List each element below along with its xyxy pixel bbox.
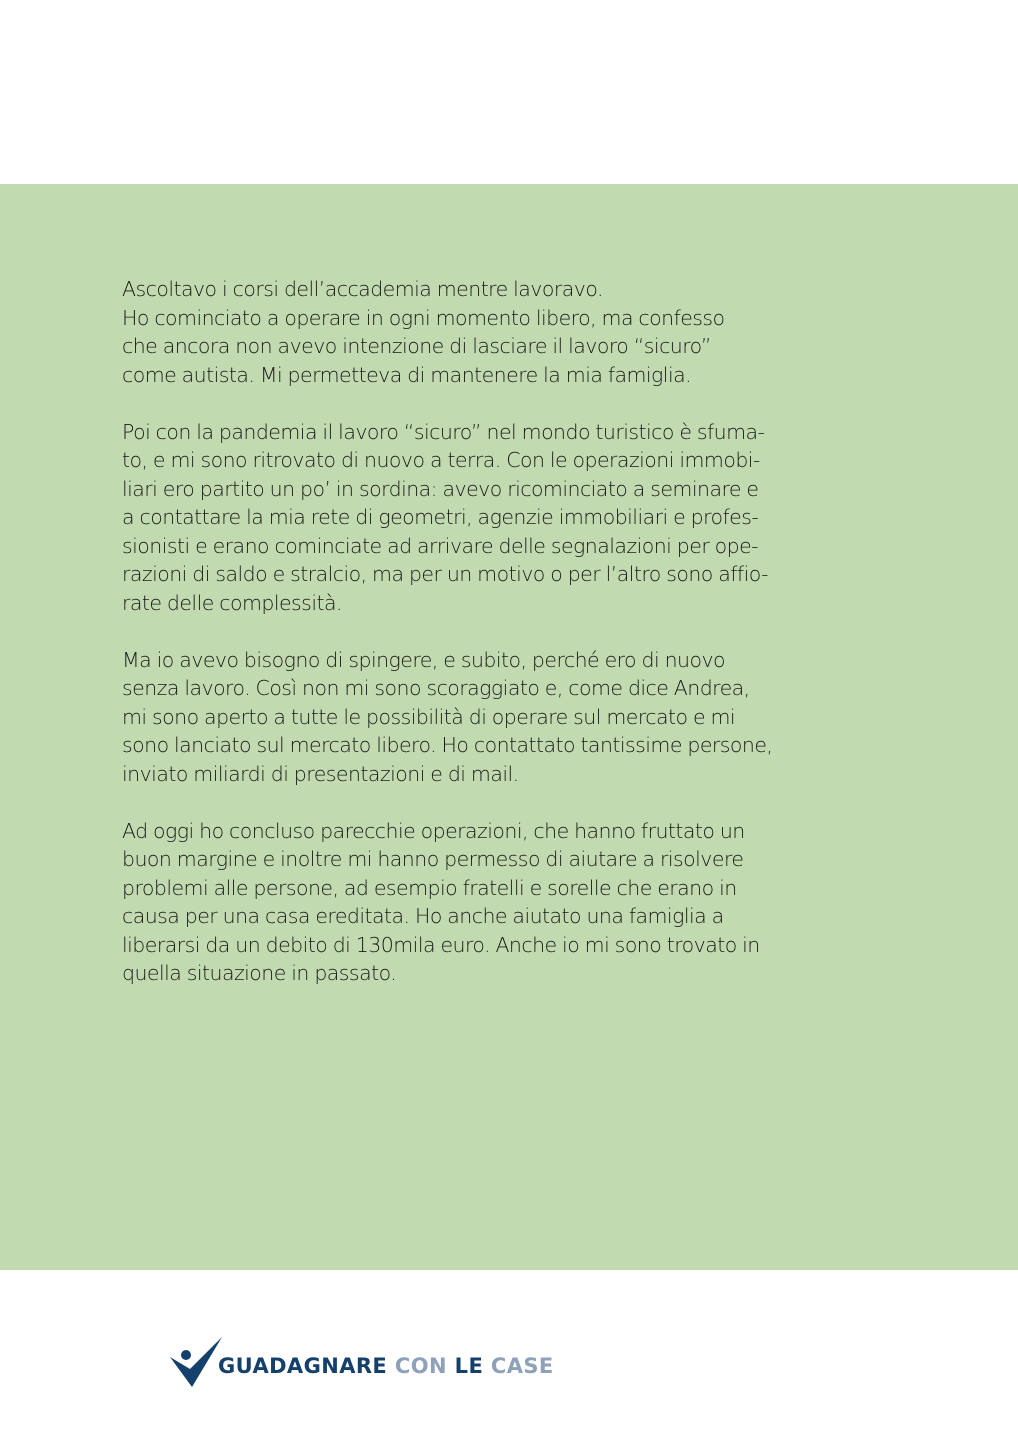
text-line: come autista. Mi permetteva di mantenere la mia famiglia. (122, 362, 692, 387)
brand-logo (168, 1335, 554, 1389)
text-line: causa per una casa ereditata. Ho anche aiutato una famiglia a (122, 904, 724, 928)
text-line: mi sono aperto a tutte le possibilità di operare sul mercato e mi (122, 704, 736, 729)
text-line: Poi con la pandemia il lavoro “sicuro” nel mondo turistico è sfuma- (122, 419, 765, 444)
text-line: buon margine e inoltre mi hanno permesso di aiutare a risolvere (122, 847, 744, 871)
text-line: razioni di saldo e stralcio, ma per un motivo o per l’altro sono affio- (122, 562, 768, 586)
brand-name (218, 1354, 554, 1378)
brand-word: CASE (490, 1354, 554, 1378)
text-line: rate delle complessità. (122, 590, 342, 615)
checkmark-person-icon (168, 1335, 224, 1389)
text-line: inviato miliardi di presentazioni e di mail. (122, 761, 519, 786)
text-line: liari ero partito un po’ in sordina: avevo ricominciato a seminare e (122, 476, 759, 501)
paragraph-4 (122, 817, 882, 988)
paragraph-1 (122, 275, 882, 389)
text-line: sionisti e erano cominciate ad arrivare delle segnalazioni per ope- (122, 533, 759, 558)
text-line: che ancora non avevo intenzione di lasciare il lavoro “sicuro” (122, 334, 712, 358)
paragraph-3 (122, 646, 882, 789)
brand-word: CON (394, 1354, 447, 1378)
text-line: Ma io avevo bisogno di spingere, e subito, perché ero di nuovo (122, 647, 726, 672)
testimonial-text (122, 275, 882, 1016)
text-line: Ascoltavo i corsi dell’accademia mentre lavoravo. (122, 277, 603, 301)
text-line: problemi alle persone, ad esempio fratelli e sorelle che erano in (122, 875, 737, 900)
text-line: sono lanciato sul mercato libero. Ho contattato tantissime persone, (122, 733, 773, 757)
text-line: a contattare la mia rete di geometri, agenzie immobiliari e profes- (122, 505, 759, 529)
text-line: liberarsi da un debito di 130mila euro. Anche io mi sono trovato in (122, 932, 760, 957)
text-line: to, e mi sono ritrovato di nuovo a terra. Con le operazioni immobi- (122, 448, 760, 472)
paragraph-2 (122, 418, 882, 618)
text-line: senza lavoro. Così non mi sono scoraggiato e, come dice Andrea, (122, 676, 750, 700)
brand-word: LE (454, 1354, 484, 1378)
brand-word: GUADAGNARE (218, 1354, 388, 1378)
text-line: Ad oggi ho concluso parecchie operazioni, che hanno fruttato un (122, 818, 745, 843)
text-line: Ho cominciato a operare in ogni momento libero, ma confesso (122, 305, 725, 330)
text-line: quella situazione in passato. (122, 961, 397, 985)
